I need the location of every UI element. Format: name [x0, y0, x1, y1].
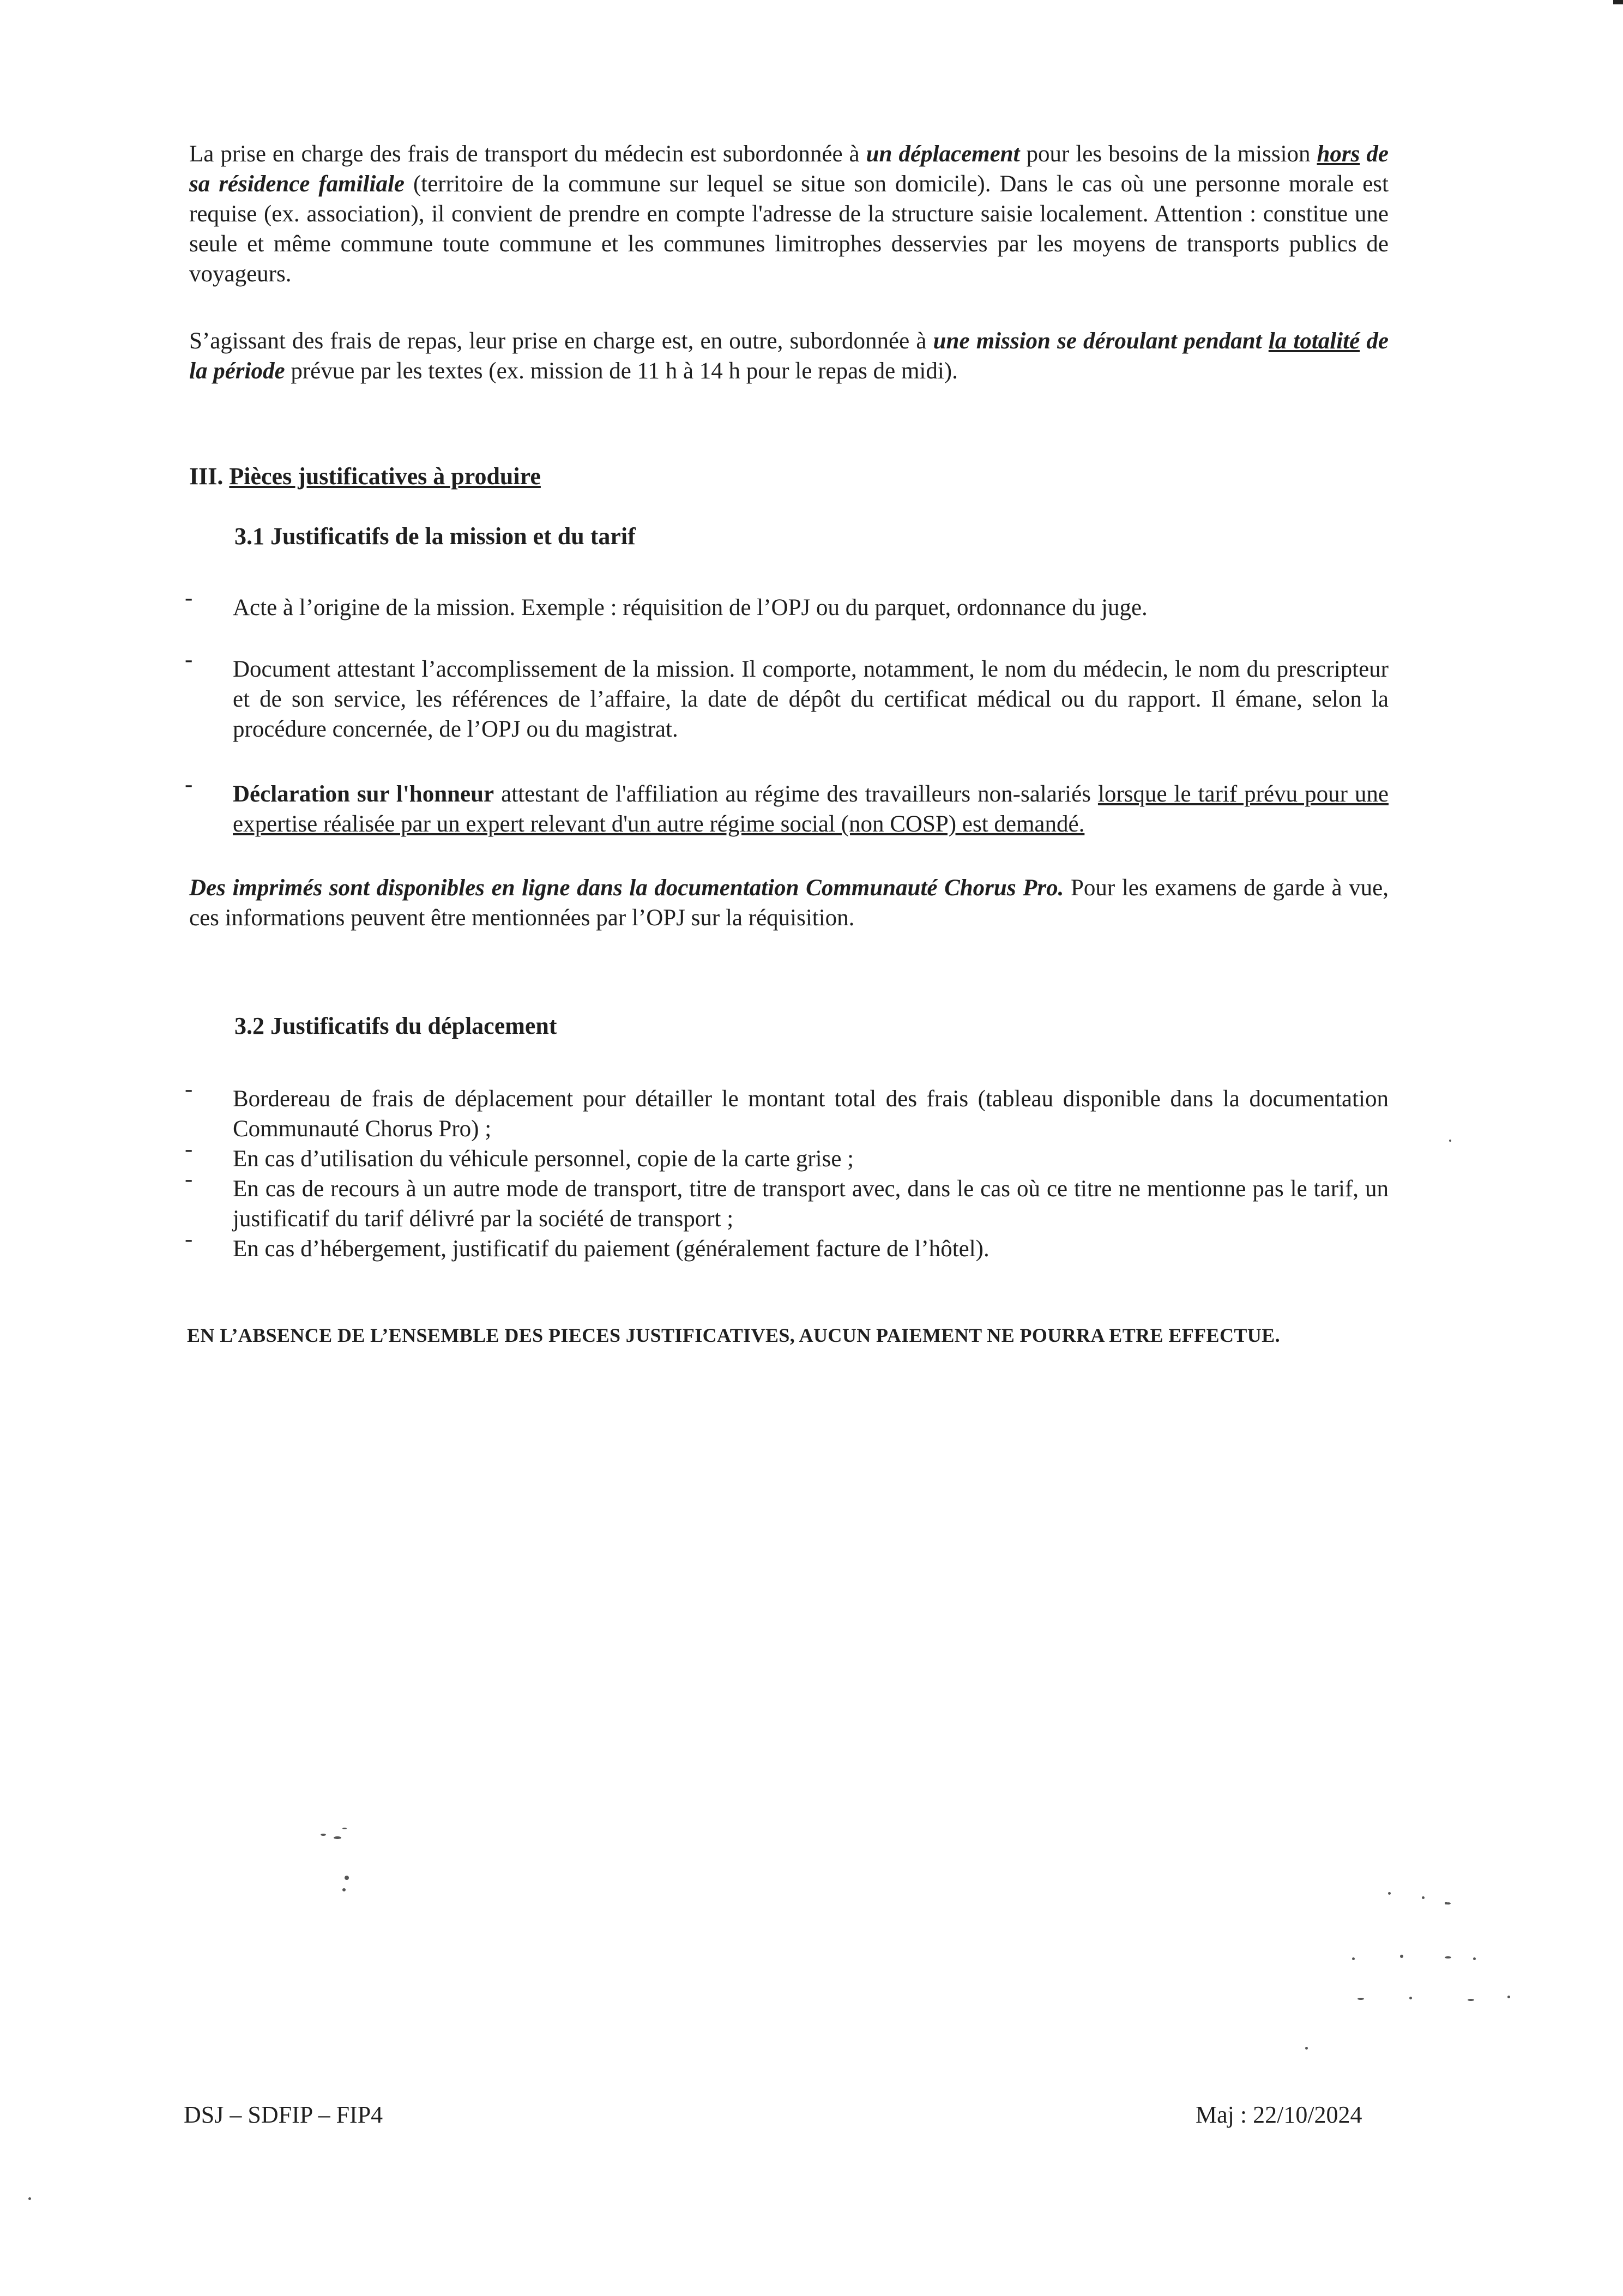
scan-speck	[1445, 1902, 1447, 1905]
scan-speck	[1449, 1140, 1451, 1142]
scan-speck	[1352, 1957, 1355, 1960]
list-bullet: -	[185, 647, 193, 672]
list-bullet: -	[185, 1166, 193, 1192]
list-item: En cas d’hébergement, justificatif du paiement (généralement facture de l’hôtel).	[233, 1236, 990, 1262]
scan-speck	[1473, 1957, 1476, 1960]
list-item: Document attestant l’accomplissement de la mission. Il comporte, notamment, le nom du médecin, le nom du prescripteur et de son service, les références de l’affaire, la date de dépôt du certificat médical ou du rapport. Il émane, selon la procédure concernée, de l’OPJ ou du magistrat.	[233, 656, 1389, 742]
scan-speck	[1400, 1955, 1403, 1958]
list-bullet: -	[185, 585, 193, 611]
scan-speck	[1507, 1996, 1510, 1998]
scan-speck	[1409, 1997, 1412, 1999]
scan-speck	[1305, 2047, 1308, 2050]
scan-speck	[1422, 1896, 1425, 1899]
warning-notice: EN L’ABSENCE DE L’ENSEMBLE DES PIECES JUSTIFICATIVES, AUCUN PAIEMENT NE POURRA ETRE EFFECTUE.	[187, 1324, 1280, 1346]
footer-update-date: Maj : 22/10/2024	[1196, 2101, 1362, 2128]
list-item: Acte à l’origine de la mission. Exemple : réquisition de l’OPJ ou du parquet, ordonnance du juge.	[233, 595, 1148, 620]
list-bullet: -	[185, 1226, 193, 1252]
scan-speck	[334, 1836, 341, 1839]
scan-speck	[28, 2197, 31, 2200]
list-item: Bordereau de frais de déplacement pour détailler le montant total des frais (tableau disponible dans la documentation Communauté Chorus Pro) ;	[233, 1086, 1389, 1142]
section-heading: III. Pièces justificatives à produire	[189, 463, 541, 490]
scan-speck	[342, 1828, 347, 1829]
list-item: En cas d’utilisation du véhicule personnel, copie de la carte grise ;	[233, 1146, 854, 1172]
list-item: En cas de recours à un autre mode de transport, titre de transport avec, dans le cas où ce titre ne mentionne pas le tarif, un justificatif du tarif délivré par la société de transport ;	[233, 1176, 1389, 1232]
scan-speck	[321, 1834, 326, 1836]
subsection-heading-3-2: 3.2 Justificatifs du déplacement	[234, 1013, 557, 1039]
scan-speck	[345, 1876, 349, 1880]
scan-artifact	[1613, 0, 1623, 4]
scan-speck	[1388, 1892, 1391, 1895]
footer-reference: DSJ – SDFIP – FIP4	[184, 2101, 383, 2128]
list-item: Déclaration sur l'honneur attestant de l'affiliation au régime des travailleurs non-salariés lorsque le tarif prévu pour une expertise réalisée par un expert relevant d'un autre régime social (non COSP) est demandé.	[233, 781, 1389, 837]
note-paragraph: Des imprimés sont disponibles en ligne dans la documentation Communauté Chorus Pro. Pour les examens de garde à vue, ces informations peuvent être mentionnées par l’OPJ sur la réquisition.	[189, 875, 1389, 931]
scan-speck	[1445, 1956, 1451, 1958]
list-bullet: -	[185, 1076, 193, 1102]
list-bullet: -	[185, 772, 193, 797]
intro-paragraph-meals: S’agissant des frais de repas, leur prise en charge est, en outre, subordonnée à une mission se déroulant pendant la totalité de la période prévue par les textes (ex. mission de 11 h à 14 h pour le repas de midi).	[189, 328, 1389, 384]
scan-speck	[1357, 1998, 1364, 2000]
scan-speck	[1468, 1999, 1474, 2001]
subsection-heading-3-1: 3.1 Justificatifs de la mission et du tarif	[234, 523, 636, 550]
list-bullet: -	[185, 1136, 193, 1162]
scan-speck	[342, 1888, 346, 1891]
intro-paragraph-transport: La prise en charge des frais de transport du médecin est subordonnée à un déplacement pour les besoins de la mission hors de sa résidence familiale (territoire de la commune sur lequel se situe son domicile). Dans le cas où une personne morale est requise (ex. association), il convient de prendre en compte l'adresse de la structure saisie localement. Attention : constitue une seule et même commune toute commune et les communes limitrophes desservies par les moyens de transports publics de voyageurs.	[189, 141, 1389, 287]
